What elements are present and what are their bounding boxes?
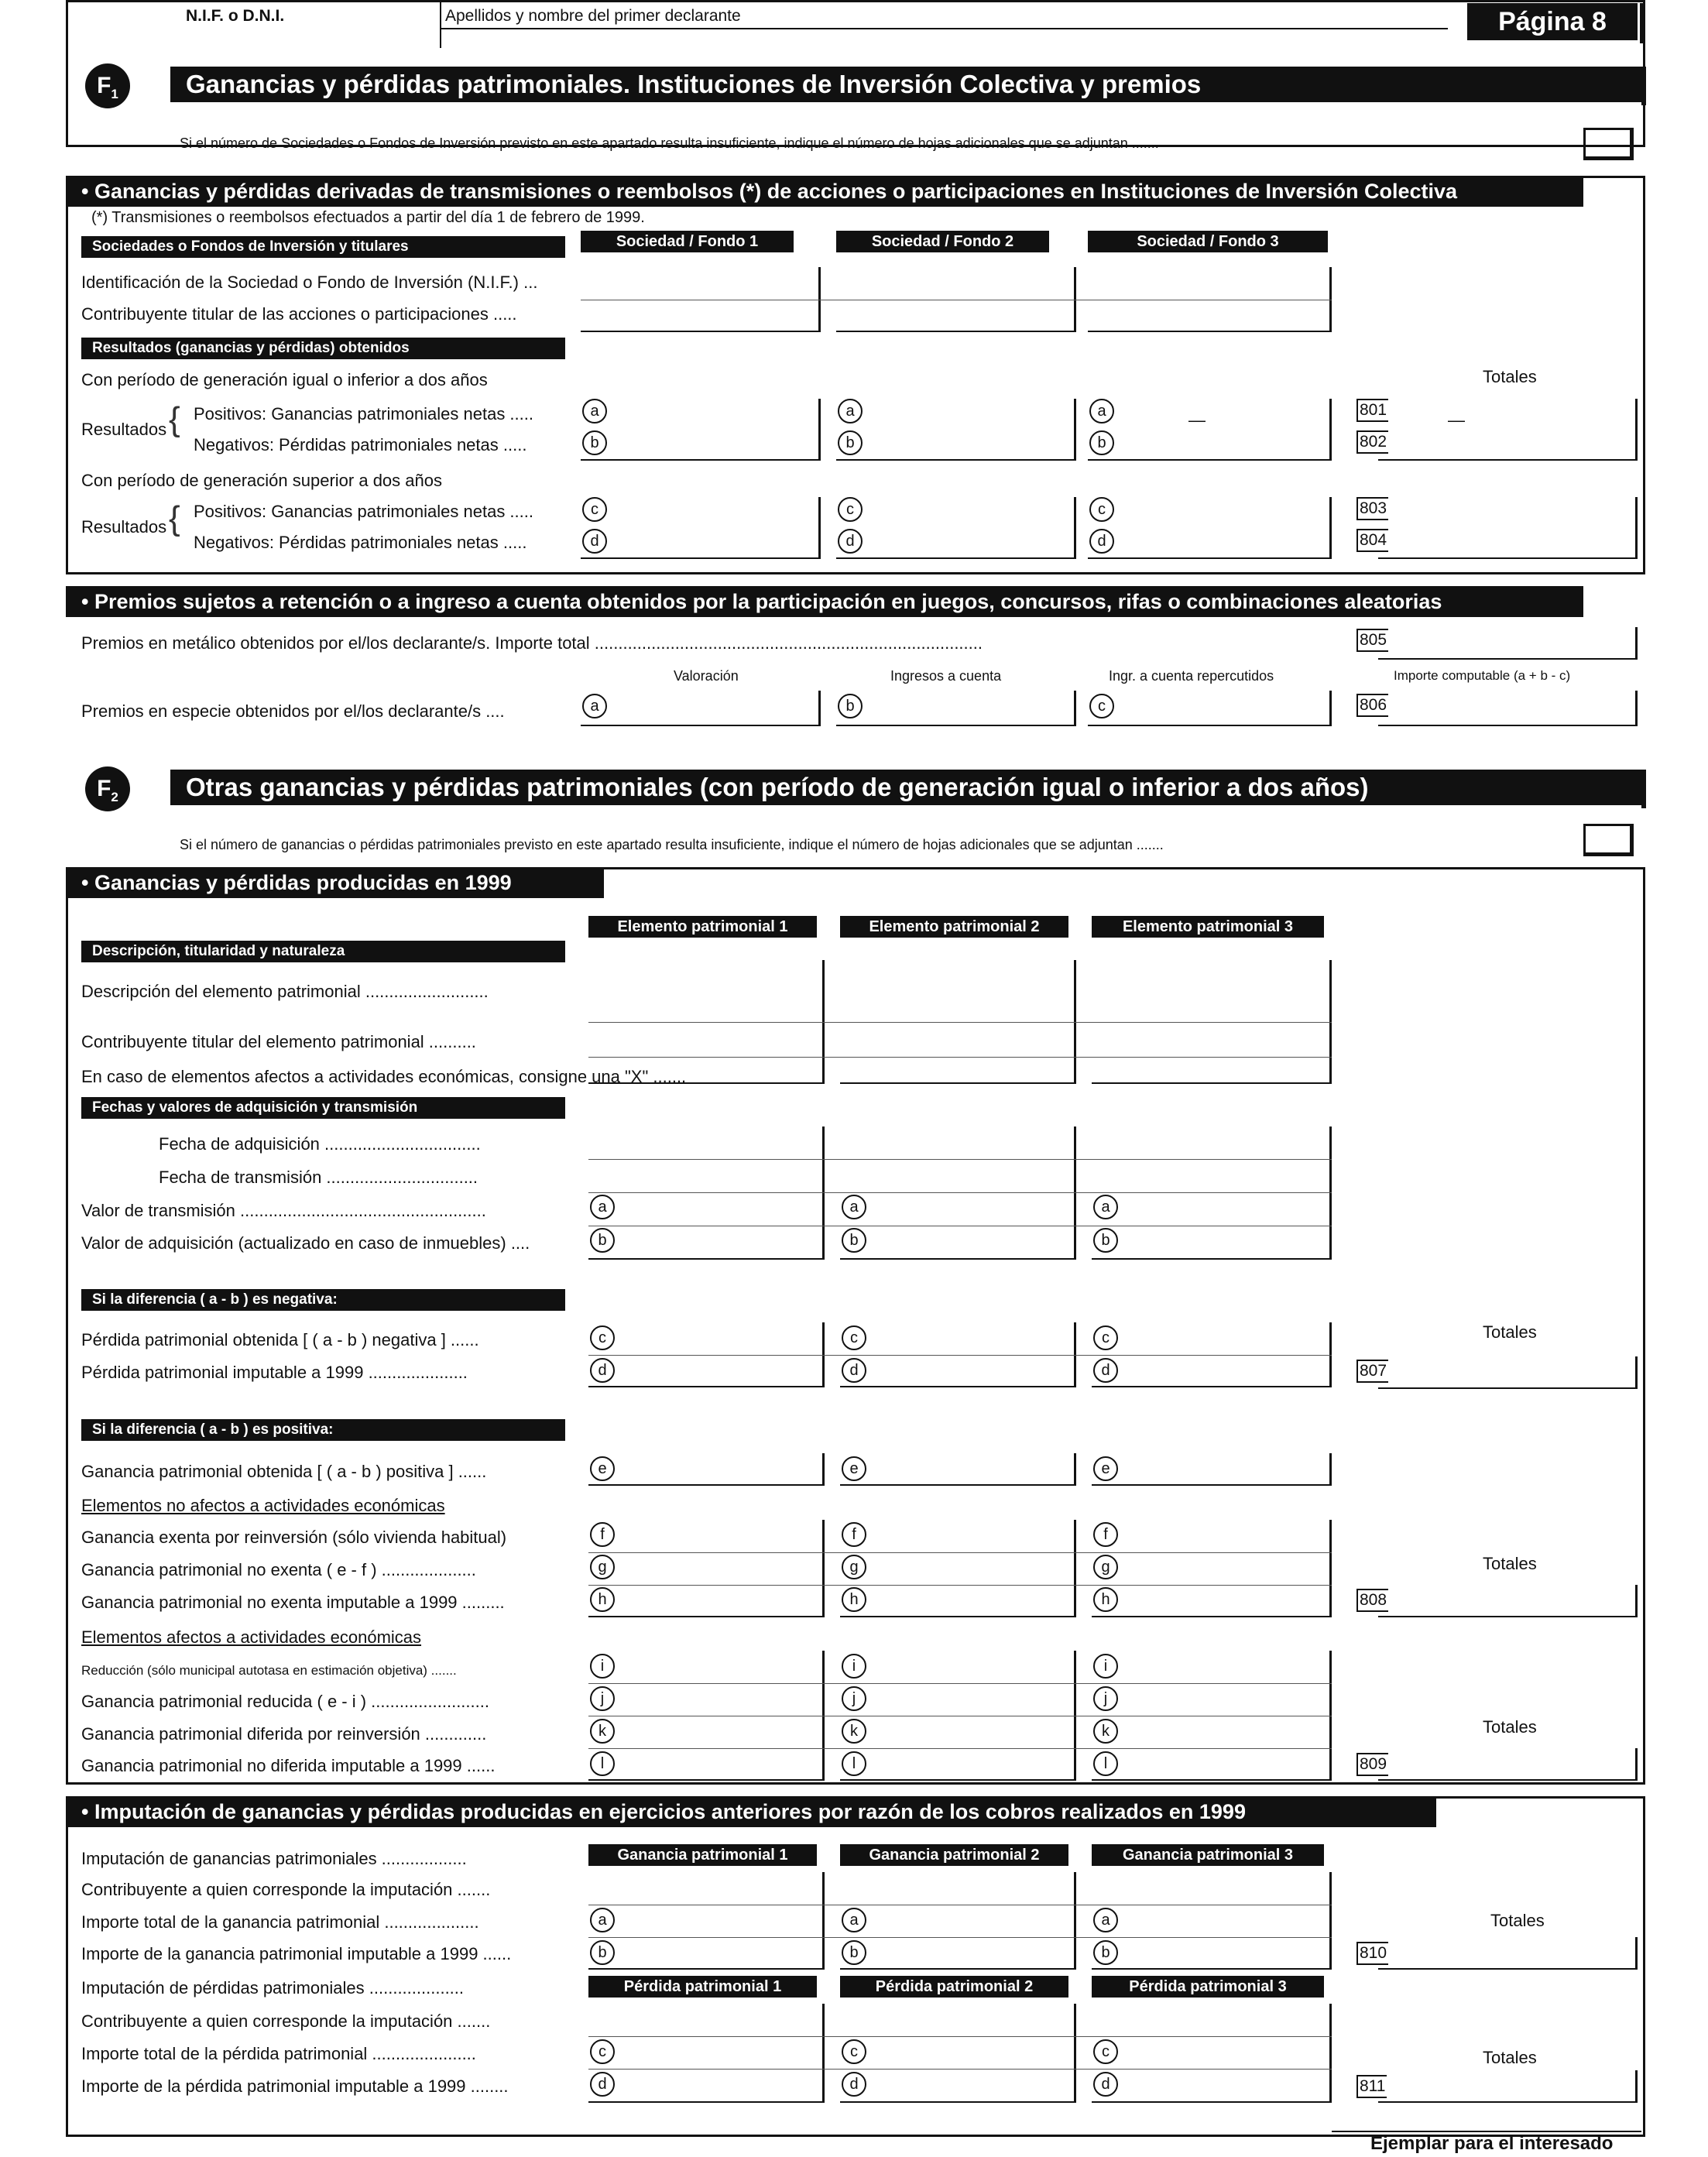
iic-row-id-label: Identificación de la Sociedad o Fondo de Inversión (N.I.F.) ... bbox=[81, 273, 538, 292]
iic-res1-field-col3[interactable] bbox=[1088, 399, 1332, 461]
g1999-sub-neg: Si la diferencia ( a - b ) es negativa: bbox=[81, 1289, 565, 1311]
g1999-noafecto-total[interactable] bbox=[1378, 1585, 1638, 1617]
g1999-row-desc: Descripción del elemento patrimonial .......................... bbox=[81, 982, 489, 1001]
letter-k-circle: k bbox=[842, 1719, 866, 1744]
iic-sub-titulares: Sociedades o Fondos de Inversión y titulares bbox=[81, 236, 565, 258]
g1999-title: • Ganancias y pérdidas producidas en 1999 bbox=[66, 867, 604, 898]
f1-additional-sheets-note: Si el número de Sociedades o Fondos de Inversión previsto en este apartado resulta insuficiente, indique el número de hojas adicionales que se adjuntan ....... bbox=[180, 135, 1159, 151]
letter-c-circle: c bbox=[590, 1325, 615, 1350]
g1999-row-nodiferida: Ganancia patrimonial no diferida imputable a 1999 ...... bbox=[81, 1756, 496, 1775]
premios-col-valoracion: Valoración bbox=[674, 668, 739, 684]
box-code-807: 807 bbox=[1356, 1360, 1388, 1383]
letter-a-circle: a bbox=[590, 1908, 615, 1932]
section-f1-icon: $F_1$ bbox=[85, 63, 130, 108]
section-f1-title: Ganancias y pérdidas patrimoniales. Instituciones de Inversión Colectiva y premios bbox=[170, 67, 1641, 102]
letter-a-circle: a bbox=[1089, 399, 1114, 424]
iic-res2-field-col2[interactable] bbox=[836, 497, 1076, 559]
section-f2-title: Otras ganancias y pérdidas patrimoniales (con período de generación igual o inferior a dos años) bbox=[170, 770, 1641, 805]
g1999-no-afectos: Elementos no afectos a actividades económicas bbox=[81, 1496, 445, 1515]
iic-resultados-label-1: Resultados bbox=[81, 420, 167, 439]
letter-d-circle: d bbox=[842, 1358, 866, 1383]
letter-g-circle: g bbox=[842, 1555, 866, 1579]
iic-pos-label-1: Positivos: Ganancias patrimoniales netas ..... bbox=[194, 404, 533, 424]
letter-a-circle: a bbox=[590, 1195, 615, 1219]
imp-gan-total: Importe total de la ganancia patrimonial .................... bbox=[81, 1912, 479, 1932]
box-code-801: 801 bbox=[1356, 399, 1388, 422]
letter-b-circle: b bbox=[590, 1940, 615, 1965]
letter-d-circle: d bbox=[1093, 1358, 1118, 1383]
letter-c-circle: c bbox=[842, 2039, 866, 2064]
premios-frame bbox=[66, 0, 1645, 147]
iic-pos-label-2: Positivos: Ganancias patrimoniales netas ..... bbox=[194, 502, 533, 521]
g1999-sub-desc: Descripción, titularidad y naturaleza bbox=[81, 941, 565, 962]
letter-d-circle: d bbox=[590, 1358, 615, 1383]
letter-l-circle: l bbox=[1093, 1751, 1118, 1776]
g1999-row-owner: Contribuyente titular del elemento patrimonial .......... bbox=[81, 1032, 476, 1051]
box-code-806: 806 bbox=[1356, 694, 1388, 717]
letter-l-circle: l bbox=[590, 1751, 615, 1776]
letter-j-circle: j bbox=[590, 1686, 615, 1711]
imp-per-label: Imputación de pérdidas patrimoniales .................... bbox=[81, 1978, 465, 1998]
letter-e-circle: e bbox=[590, 1456, 615, 1481]
letter-i-circle: i bbox=[590, 1654, 615, 1679]
letter-b-circle: b bbox=[838, 694, 863, 718]
letter-d-circle: d bbox=[842, 2072, 866, 2097]
iic-neg-label-1: Negativos: Pérdidas patrimoniales netas ..... bbox=[194, 435, 527, 454]
iic-neg-label-2: Negativos: Pérdidas patrimoniales netas ..... bbox=[194, 533, 527, 552]
imp-gan-field-2[interactable] bbox=[840, 1872, 1076, 1970]
premios-metalico-total[interactable] bbox=[1378, 627, 1638, 660]
letter-d-circle: d bbox=[590, 2072, 615, 2097]
letter-k-circle: k bbox=[590, 1719, 615, 1744]
g1999-row-perd-obt: Pérdida patrimonial obtenida [ ( a - b ) negativa ] ...... bbox=[81, 1330, 479, 1349]
g1999-noafecto-field-2[interactable] bbox=[840, 1520, 1076, 1617]
dash-mark: — bbox=[1188, 410, 1206, 430]
premios-ingresos-field[interactable] bbox=[836, 691, 1076, 726]
imp-per-imp: Importe de la pérdida patrimonial imputable a 1999 ........ bbox=[81, 2076, 509, 2096]
imp-gan-field-3[interactable] bbox=[1092, 1872, 1332, 1970]
iic-period2: Con período de generación superior a dos años bbox=[81, 471, 442, 490]
box-code-803: 803 bbox=[1356, 497, 1388, 520]
imp-gan-col-1: Ganancia patrimonial 1 bbox=[588, 1844, 817, 1866]
premios-col-ingresos: Ingresos a cuenta bbox=[890, 668, 1002, 684]
imp-per-col-2: Pérdida patrimonial 2 bbox=[840, 1976, 1068, 1998]
box-code-805: 805 bbox=[1356, 629, 1388, 652]
imp-totales-1: Totales bbox=[1490, 1911, 1545, 1930]
box-code-809: 809 bbox=[1356, 1753, 1388, 1776]
imp-gan-owner: Contribuyente a quien corresponde la imputación ....... bbox=[81, 1880, 491, 1899]
letter-e-circle: e bbox=[1093, 1456, 1118, 1481]
letter-j-circle: j bbox=[1093, 1686, 1118, 1711]
iic-col-3: Sociedad / Fondo 3 bbox=[1088, 231, 1328, 252]
g1999-totales-1: Totales bbox=[1483, 1322, 1537, 1342]
premios-especie-label: Premios en especie obtenidos por el/los declarante/s .... bbox=[81, 701, 505, 721]
letter-f-circle: f bbox=[1093, 1522, 1118, 1547]
letter-d-circle: d bbox=[582, 529, 607, 554]
g1999-row-fadq: Fecha de adquisición ................................. bbox=[159, 1134, 481, 1154]
imp-per-col-3: Pérdida patrimonial 3 bbox=[1092, 1976, 1324, 1998]
imp-gan-imp: Importe de la ganancia patrimonial imputable a 1999 ...... bbox=[81, 1944, 512, 1963]
letter-d-circle: d bbox=[838, 529, 863, 554]
imp-per-field-2[interactable] bbox=[840, 2004, 1076, 2103]
nif-label: N.I.F. o D.N.I. bbox=[186, 7, 285, 25]
imp-gan-col-2: Ganancia patrimonial 2 bbox=[840, 1844, 1068, 1866]
iic-res1-field-col2[interactable] bbox=[836, 399, 1076, 461]
letter-h-circle: h bbox=[842, 1587, 866, 1612]
iic-sub-resultados: Resultados (ganancias y pérdidas) obtenidos bbox=[81, 338, 565, 359]
iic-row-owner-label: Contribuyente titular de las acciones o participaciones ..... bbox=[81, 304, 517, 324]
iic-col-2: Sociedad / Fondo 2 bbox=[836, 231, 1049, 252]
g1999-fechas-field-2[interactable] bbox=[840, 1127, 1076, 1260]
imp-per-field-3[interactable] bbox=[1092, 2004, 1332, 2103]
g1999-noafecto-field-3[interactable] bbox=[1092, 1520, 1332, 1617]
letter-b-circle: b bbox=[1093, 1940, 1118, 1965]
imp-per-col-1: Pérdida patrimonial 1 bbox=[588, 1976, 817, 1998]
g1999-afecto-total[interactable] bbox=[1378, 1748, 1638, 1781]
g1999-row-vadq: Valor de adquisición (actualizado en caso de inmuebles) .... bbox=[81, 1233, 530, 1253]
g1999-fechas-field-1[interactable] bbox=[588, 1127, 825, 1260]
g1999-col-2: Elemento patrimonial 2 bbox=[840, 916, 1068, 938]
iic-resultados-label-2: Resultados bbox=[81, 517, 167, 537]
letter-c-circle: c bbox=[1089, 694, 1114, 718]
premios-metalico-label: Premios en metálico obtenidos por el/los declarante/s. Importe total .................................................................................. bbox=[81, 633, 983, 653]
letter-d-circle: d bbox=[1093, 2072, 1118, 2097]
premios-valoracion-field[interactable] bbox=[581, 691, 821, 726]
iic-title: • Ganancias y pérdidas derivadas de transmisiones o reembolsos (*) de acciones o participaciones en Instituciones de Inversión Colectiva bbox=[66, 176, 1583, 207]
letter-j-circle: j bbox=[842, 1686, 866, 1711]
letter-c-circle: c bbox=[590, 2039, 615, 2064]
g1999-row-perd-imp: Pérdida patrimonial imputable a 1999 ..................... bbox=[81, 1363, 468, 1382]
imp-gan-field-1[interactable] bbox=[588, 1872, 825, 1970]
page-number-badge: Página 8 bbox=[1467, 3, 1638, 40]
g1999-sub-pos: Si la diferencia ( a - b ) es positiva: bbox=[81, 1419, 565, 1441]
premios-col-repercutidos: Ingr. a cuenta repercutidos bbox=[1109, 668, 1274, 684]
letter-g-circle: g bbox=[1093, 1555, 1118, 1579]
letter-f-circle: f bbox=[590, 1522, 615, 1547]
letter-a-circle: a bbox=[842, 1908, 866, 1932]
letter-d-circle: d bbox=[1089, 529, 1114, 554]
imp-per-owner: Contribuyente a quien corresponde la imputación ....... bbox=[81, 2011, 491, 2031]
g1999-row-diferida: Ganancia patrimonial diferida por reinversión ............. bbox=[81, 1724, 487, 1744]
letter-b-circle: b bbox=[582, 430, 607, 455]
g1999-afectos: Elementos afectos a actividades económicas bbox=[81, 1627, 422, 1647]
box-code-810: 810 bbox=[1356, 1942, 1388, 1965]
letter-b-circle: b bbox=[590, 1228, 615, 1253]
letter-k-circle: k bbox=[1093, 1719, 1118, 1744]
letter-a-circle: a bbox=[582, 399, 607, 424]
name-label: Apellidos y nombre del primer declarante bbox=[445, 7, 741, 25]
letter-c-circle: c bbox=[582, 497, 607, 522]
section-f2-icon: $F_2$ bbox=[85, 766, 130, 811]
iic-footnote: (*) Transmisiones o reembolsos efectuados a partir del día 1 de febrero de 1999. bbox=[91, 209, 645, 226]
iic-res2-total[interactable] bbox=[1378, 497, 1638, 559]
g1999-row-exenta: Ganancia exenta por reinversión (sólo vivienda habitual) bbox=[81, 1528, 507, 1547]
g1999-totales-3: Totales bbox=[1483, 1717, 1537, 1737]
box-code-811: 811 bbox=[1356, 2075, 1387, 2098]
g1999-col-1: Elemento patrimonial 1 bbox=[588, 916, 817, 938]
imp-gan-total-field[interactable] bbox=[1378, 1937, 1638, 1970]
letter-b-circle: b bbox=[838, 430, 863, 455]
letter-a-circle: a bbox=[1093, 1195, 1118, 1219]
g1999-row-reducida: Ganancia patrimonial reducida ( e - i ) ......................... bbox=[81, 1692, 489, 1711]
iic-brace-2: { bbox=[169, 499, 180, 537]
g1999-totales-2: Totales bbox=[1483, 1554, 1537, 1573]
iic-res1-total[interactable] bbox=[1378, 399, 1638, 461]
letter-b-circle: b bbox=[842, 1228, 866, 1253]
g1999-gan-obt-field-1[interactable] bbox=[588, 1453, 825, 1486]
letter-i-circle: i bbox=[842, 1654, 866, 1679]
box-code-804: 804 bbox=[1356, 529, 1388, 552]
imp-gan-col-3: Ganancia patrimonial 3 bbox=[1092, 1844, 1324, 1866]
g1999-noafecto-field-1[interactable] bbox=[588, 1520, 825, 1617]
g1999-row-noexenta: Ganancia patrimonial no exenta ( e - f ) .................... bbox=[81, 1560, 476, 1579]
box-code-808: 808 bbox=[1356, 1589, 1388, 1612]
iic-col-1: Sociedad / Fondo 1 bbox=[581, 231, 794, 252]
letter-a-circle: a bbox=[842, 1195, 866, 1219]
iic-res1-field-col1[interactable] bbox=[581, 399, 821, 461]
imputacion-title: • Imputación de ganancias y pérdidas producidas en ejercicios anteriores por razón de los cobros realizados en 1999 bbox=[66, 1796, 1436, 1827]
iic-period1: Con período de generación igual o inferior a dos años bbox=[81, 370, 488, 389]
letter-e-circle: e bbox=[842, 1456, 866, 1481]
letter-h-circle: h bbox=[590, 1587, 615, 1612]
g1999-row-afecto: En caso de elementos afectos a actividades económicas, consigne una "X" ....... bbox=[81, 1067, 687, 1086]
f2-additional-sheets-note: Si el número de ganancias o pérdidas patrimoniales previsto en este apartado resulta insuficiente, indique el número de hojas adicionales que se adjuntan ....... bbox=[180, 837, 1164, 852]
letter-l-circle: l bbox=[842, 1751, 866, 1776]
imp-per-total: Importe total de la pérdida patrimonial ...................... bbox=[81, 2044, 476, 2063]
g1999-gan-obt-field-2[interactable] bbox=[840, 1453, 1076, 1486]
letter-b-circle: b bbox=[1089, 430, 1114, 455]
g1999-col-3: Elemento patrimonial 3 bbox=[1092, 916, 1324, 938]
letter-b-circle: b bbox=[842, 1940, 866, 1965]
letter-b-circle: b bbox=[1093, 1228, 1118, 1253]
imp-per-field-1[interactable] bbox=[588, 2004, 825, 2103]
g1999-row-gan-obt: Ganancia patrimonial obtenida [ ( a - b ) positiva ] ...... bbox=[81, 1462, 487, 1481]
letter-g-circle: g bbox=[590, 1555, 615, 1579]
letter-c-circle: c bbox=[1089, 497, 1114, 522]
letter-a-circle: a bbox=[838, 399, 863, 424]
premios-col-computable: Importe computable (a + b - c) bbox=[1394, 668, 1571, 683]
g1999-row-vtra: Valor de transmisión .................................................... bbox=[81, 1201, 486, 1220]
g1999-row-noexenta-imp: Ganancia patrimonial no exenta imputable a 1999 ......... bbox=[81, 1593, 505, 1612]
letter-c-circle: c bbox=[1093, 1325, 1118, 1350]
letter-f-circle: f bbox=[842, 1522, 866, 1547]
letter-c-circle: c bbox=[1093, 2039, 1118, 2064]
g1999-perd-total[interactable] bbox=[1378, 1356, 1638, 1389]
dash-mark: — bbox=[1448, 410, 1465, 430]
premios-repercutidos-field[interactable] bbox=[1088, 691, 1332, 726]
g1999-row-ftra: Fecha de transmisión ................................ bbox=[159, 1168, 478, 1187]
letter-h-circle: h bbox=[1093, 1587, 1118, 1612]
iic-res2-field-col1[interactable] bbox=[581, 497, 821, 559]
iic-totales-label: Totales bbox=[1483, 367, 1537, 386]
letter-a-circle: a bbox=[582, 694, 607, 718]
premios-title: • Premios sujetos a retención o a ingreso a cuenta obtenidos por la participación en juegos, concursos, rifas o combinaciones aleatorias bbox=[66, 586, 1583, 617]
imp-gan-label: Imputación de ganancias patrimoniales .................. bbox=[81, 1849, 467, 1868]
imp-per-total-field[interactable] bbox=[1378, 2070, 1638, 2103]
imp-totales-2: Totales bbox=[1483, 2048, 1537, 2067]
g1999-gan-obt-field-3[interactable] bbox=[1092, 1453, 1332, 1486]
footer-copy-label: Ejemplar para el interesado bbox=[1370, 2133, 1614, 2154]
g1999-row-reduccion: Reducción (sólo municipal autotasa en estimación objetiva) ....... bbox=[81, 1663, 457, 1678]
letter-c-circle: c bbox=[838, 497, 863, 522]
iic-brace-1: { bbox=[169, 400, 180, 438]
g1999-sub-fechas: Fechas y valores de adquisición y transmisión bbox=[81, 1097, 565, 1119]
letter-i-circle: i bbox=[1093, 1654, 1118, 1679]
f2-additional-sheets-box[interactable] bbox=[1583, 824, 1634, 856]
iic-res2-field-col3[interactable] bbox=[1088, 497, 1332, 559]
box-code-802: 802 bbox=[1356, 430, 1388, 454]
letter-a-circle: a bbox=[1093, 1908, 1118, 1932]
premios-computable-field[interactable] bbox=[1378, 691, 1638, 726]
letter-c-circle: c bbox=[842, 1325, 866, 1350]
g1999-fechas-field-3[interactable] bbox=[1092, 1127, 1332, 1260]
